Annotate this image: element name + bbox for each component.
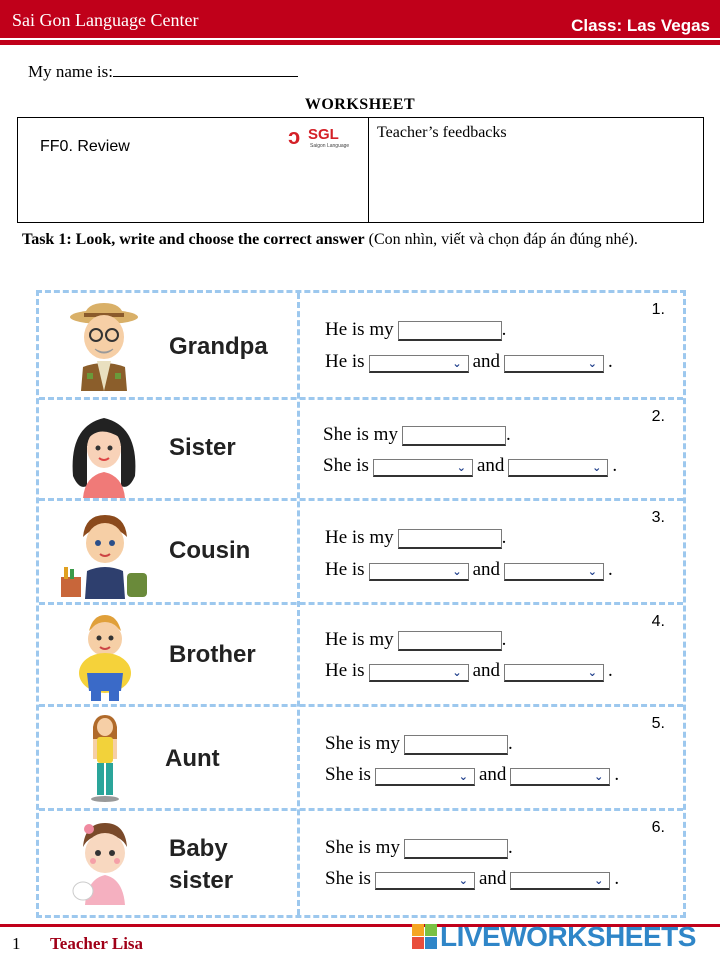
exercise-row xyxy=(39,707,683,811)
answer-textbox[interactable] xyxy=(398,631,502,651)
vocab-word-line-1: Baby xyxy=(169,835,228,862)
exercise-panel xyxy=(36,290,686,918)
class-label: Class: Las Vegas xyxy=(571,16,710,35)
name-blank[interactable] xyxy=(113,62,298,77)
chevron-down-icon: ⌄ xyxy=(456,461,466,474)
chevron-down-icon: ⌄ xyxy=(594,770,604,783)
adjective-dropdown[interactable] xyxy=(504,664,604,682)
sentence-text: She is my xyxy=(325,837,400,858)
brother-avatar-icon xyxy=(59,611,149,703)
liveworksheets-logo xyxy=(412,922,712,952)
exercise-row xyxy=(39,501,683,605)
sentence-line-1: He is my . xyxy=(325,629,507,650)
exercise-row xyxy=(39,811,683,915)
adjective-dropdown[interactable] xyxy=(369,664,469,682)
answer-textbox[interactable] xyxy=(398,321,502,341)
grandpa-avatar-icon xyxy=(59,299,149,391)
sentence-line-1: She is my . xyxy=(325,733,513,754)
cousin-avatar-icon xyxy=(59,507,149,599)
item-number: 3. xyxy=(651,509,665,526)
adjective-dropdown[interactable] xyxy=(504,355,604,373)
teacher-name: Teacher Lisa xyxy=(50,934,144,953)
adjective-dropdown[interactable] xyxy=(373,459,473,477)
item-number: 5. xyxy=(651,715,665,732)
adjective-dropdown[interactable] xyxy=(504,563,604,581)
info-table xyxy=(17,117,704,223)
conjunction-text: and xyxy=(476,455,505,476)
sentence-text: He is my xyxy=(325,527,394,548)
chevron-down-icon: ⌄ xyxy=(452,565,462,578)
chevron-down-icon: ⌄ xyxy=(587,666,598,679)
sentence-line-2: She is ⌄ and ⌄ . xyxy=(325,764,620,785)
adjective-dropdown[interactable] xyxy=(369,563,469,581)
vocab-word: Sister xyxy=(169,434,236,461)
vocab-word: Grandpa xyxy=(169,333,268,360)
adjective-dropdown[interactable] xyxy=(369,355,469,373)
chevron-down-icon: ⌄ xyxy=(458,770,468,783)
sentence-text: He is my xyxy=(325,629,394,650)
center-name: Sai Gon Language Center xyxy=(12,10,199,30)
header-divider xyxy=(0,40,720,45)
name-prompt: My name is: xyxy=(28,62,113,81)
chevron-down-icon: ⌄ xyxy=(458,874,468,887)
chevron-down-icon: ⌄ xyxy=(452,666,462,679)
vocab-word: Brother xyxy=(169,641,256,668)
sentence-text: He is xyxy=(325,351,365,372)
page-number: 1 xyxy=(12,934,21,953)
conjunction-text: and xyxy=(478,764,507,785)
vocab-word-line-2: sister xyxy=(169,867,234,894)
chevron-down-icon: ⌄ xyxy=(587,565,598,578)
vocab-word: Aunt xyxy=(165,745,220,772)
chevron-down-icon: ⌄ xyxy=(592,461,602,474)
sgl-logo-subtext: Saigon Language xyxy=(310,143,350,149)
worksheet-title: WORKSHEET xyxy=(304,96,416,113)
item-number: 1. xyxy=(651,301,665,318)
exercise-row xyxy=(39,400,683,501)
sentence-line-1: She is my . xyxy=(325,837,513,858)
sentence-text: She is xyxy=(323,455,369,476)
sentence-text: She is xyxy=(325,764,371,785)
sgl-logo xyxy=(288,126,360,150)
adjective-dropdown[interactable] xyxy=(508,459,608,477)
sentence-text: She is xyxy=(325,868,371,889)
adjective-dropdown[interactable] xyxy=(375,768,475,786)
chevron-down-icon: ⌄ xyxy=(587,357,598,370)
header-bar xyxy=(0,0,720,38)
sgl-logo-mark-icon: ↄ xyxy=(288,124,301,149)
task-label: Task 1: Look, write and choose the correct answer xyxy=(22,231,365,248)
liveworksheets-logo-icon xyxy=(412,924,438,950)
task-instruction xyxy=(22,228,702,251)
sentence-line-1: She is my . xyxy=(323,424,511,445)
item-number: 4. xyxy=(651,613,665,630)
sentence-line-2: She is ⌄ and ⌄ . xyxy=(323,455,618,476)
answer-textbox[interactable] xyxy=(404,735,508,755)
sentence-line-2: She is ⌄ and ⌄ . xyxy=(325,868,620,889)
exercise-row xyxy=(39,293,683,400)
conjunction-text: and xyxy=(472,559,501,580)
answer-textbox[interactable] xyxy=(402,426,506,446)
aunt-avatar-icon xyxy=(59,713,149,805)
sentence-line-2: He is ⌄ and ⌄ . xyxy=(325,660,613,681)
exercise-row xyxy=(39,605,683,707)
adjective-dropdown[interactable] xyxy=(375,872,475,890)
sgl-logo-text: SGL xyxy=(308,126,339,143)
task-translation: (Con nhìn, viết và chọn đáp án đúng nhé). xyxy=(368,231,638,248)
table-divider xyxy=(368,118,369,222)
vocab-word: Cousin xyxy=(169,537,251,564)
sentence-text: He is xyxy=(325,559,365,580)
feedback-label: Teacher’s feedbacks xyxy=(377,124,507,141)
conjunction-text: and xyxy=(478,868,507,889)
baby-sister-avatar-icon xyxy=(59,817,149,909)
lesson-title: FF0. Review xyxy=(40,138,130,155)
chevron-down-icon: ⌄ xyxy=(452,357,462,370)
sentence-text: He is xyxy=(325,660,365,681)
answer-textbox[interactable] xyxy=(404,839,508,859)
conjunction-text: and xyxy=(472,351,501,372)
name-row xyxy=(28,62,298,82)
item-number: 6. xyxy=(651,819,665,836)
item-number: 2. xyxy=(651,408,665,425)
sentence-line-1: He is my . xyxy=(325,319,507,340)
liveworksheets-brand: LIVEWORKSHEETS xyxy=(440,921,696,952)
answer-textbox[interactable] xyxy=(398,529,502,549)
adjective-dropdown[interactable] xyxy=(510,768,610,786)
adjective-dropdown[interactable] xyxy=(510,872,610,890)
sentence-text: She is my xyxy=(325,733,400,754)
sentence-line-2: He is ⌄ and ⌄ . xyxy=(325,559,613,580)
sentence-text: She is my xyxy=(323,424,398,445)
conjunction-text: and xyxy=(472,660,501,681)
chevron-down-icon: ⌄ xyxy=(594,874,604,887)
sentence-line-2: He is ⌄ and ⌄ . xyxy=(325,351,613,372)
sister-avatar-icon xyxy=(59,406,149,498)
sentence-line-1: He is my . xyxy=(325,527,507,548)
sentence-text: He is my xyxy=(325,319,394,340)
